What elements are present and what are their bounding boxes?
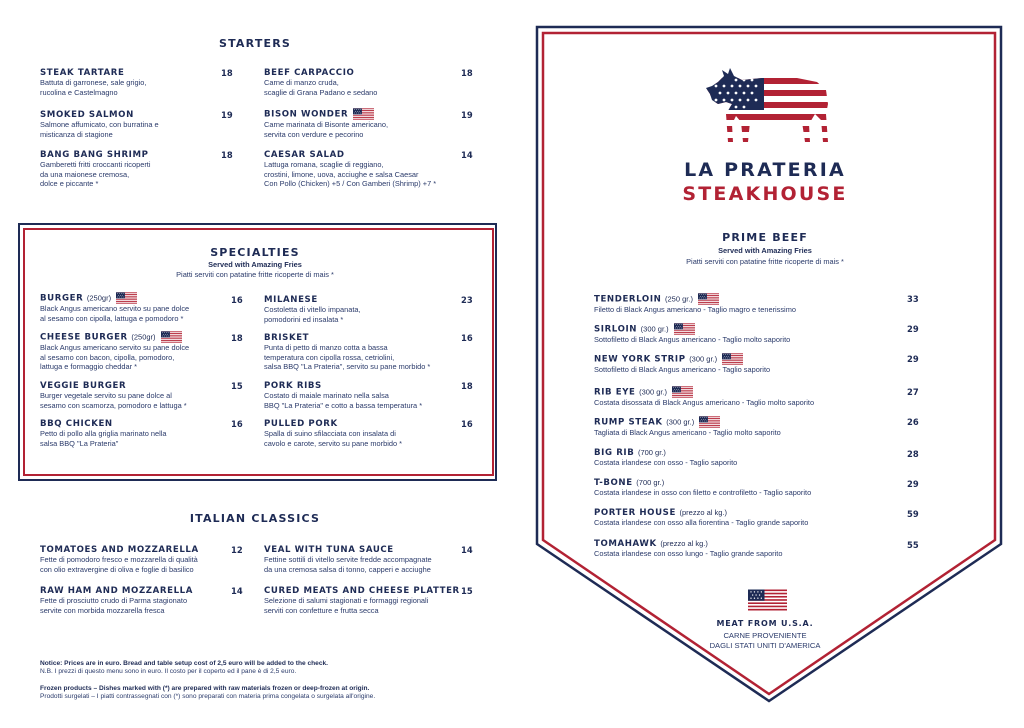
brand-subtitle: STEAKHOUSE — [682, 183, 848, 205]
item-desc: cavolo e carote, servito su pane morbido * — [264, 438, 403, 448]
notice-line: Prodotti surgelati – I piatti contrassegnati con (*) sono preparati con materia prima congelata o surgelata all'origine. — [40, 693, 376, 701]
item-desc: Fettine sottili di vitello servite fredde accompagnate — [264, 555, 432, 564]
frozen-notice — [40, 685, 480, 702]
item-desc: Carne di manzo cruda, — [264, 78, 339, 87]
item-desc: Sottofiletto di Black Angus americano - Taglio saporito — [594, 365, 771, 374]
item-price: 18 — [221, 150, 233, 160]
notice-line: Notice: Prices are in euro. Bread and table setup cost of 2,5 euro will be added to the check. — [40, 660, 329, 667]
item-desc: Burger vegetale servito su pane dolce al — [40, 391, 172, 400]
item-price: 19 — [461, 110, 473, 120]
item-desc: misticanza di stagione — [40, 129, 113, 139]
item-name: STEAK TARTARE — [40, 68, 125, 78]
item-price: 15 — [231, 381, 243, 391]
item-desc: Costata irlandese in osso con filetto e controfiletto - Taglio saporito — [594, 488, 812, 497]
prime-beef-item — [594, 386, 894, 408]
us-flag-icon — [722, 353, 743, 365]
us-flag-icon — [161, 331, 182, 343]
item-name: CURED MEATS AND CHEESE PLATTER — [264, 586, 460, 596]
item-desc: servite con morbida mozzarella fresca — [40, 605, 165, 615]
item-desc: Lattuga romana, scaglie di reggiano, — [264, 160, 384, 169]
specialties-served-it: Piatti serviti con patatine fritte ricoperte di mais * — [176, 270, 334, 279]
item-desc: Con Pollo (Chicken) +5 / Con Gamberi (Shrimp) +7 * — [264, 179, 437, 189]
item-name: BEEF CARPACCIO — [264, 68, 355, 78]
item-desc: temperatura con cipolla rossa, cetriolini, — [264, 352, 395, 362]
item-price: 16 — [461, 333, 473, 343]
item-desc: dolce e piccante * — [40, 179, 99, 189]
item-price: 18 — [231, 333, 243, 343]
item-desc: crostini, limone, uova, acciughe e salsa Caesar — [264, 169, 419, 179]
item-price: 33 — [907, 294, 919, 304]
prime-beef-item — [594, 448, 894, 468]
item-desc: Sottofiletto di Black Angus americano - Taglio molto saporito — [594, 335, 791, 344]
meat-from-line: DAGLI STATI UNITI D'AMERICA — [709, 641, 821, 650]
item-desc: BBQ "La Prateria" e cotto a bassa temperatura * — [264, 400, 423, 410]
brand-name: LA PRATERIA — [684, 159, 846, 181]
notice — [40, 660, 480, 677]
item-name: CAESAR SALAD — [264, 150, 345, 160]
menu-item — [40, 419, 240, 448]
item-name: PORTER HOUSE (prezzo al kg.) — [594, 508, 728, 518]
item-desc: Costata irlandese con osso alla fiorentina - Taglio grande saporito — [594, 518, 809, 527]
item-price: 55 — [907, 540, 919, 550]
menu-item — [40, 381, 240, 410]
item-desc: Costata irlandese con osso - Taglio saporito — [594, 458, 738, 467]
item-desc: Costata disossata di Black Angus americano - Taglio molto saporito — [594, 398, 815, 407]
starters-title: STARTERS — [218, 37, 292, 50]
item-desc: al sesamo con bacon, cipolla, pomodoro, — [40, 352, 175, 362]
menu-item — [264, 333, 469, 372]
meat-from-line: CARNE PROVENIENTE — [723, 631, 807, 640]
menu-item — [264, 419, 469, 448]
item-price: 16 — [461, 419, 473, 429]
menu-item — [264, 68, 474, 97]
menu-item — [40, 68, 240, 97]
item-price: 29 — [907, 479, 919, 489]
item-name: MILANESE — [264, 295, 318, 305]
item-desc: Costato di maiale marinato nella salsa — [264, 391, 389, 400]
menu-item — [264, 381, 469, 410]
meat-from-title: MEAT FROM U.S.A. — [716, 619, 814, 628]
item-name: PULLED PORK — [264, 419, 338, 429]
item-desc: Fette di prosciutto crudo di Parma stagionato — [40, 596, 188, 605]
item-desc: da una cremosa salsa di tonno, capperi e acciughe — [264, 564, 431, 574]
prime-beef-item — [594, 539, 894, 559]
specialties-served: Served with Amazing Fries — [208, 260, 302, 269]
item-name: RIB EYE (300 gr.) — [594, 386, 894, 398]
item-desc: scaglie di Grana Padano e sedano — [264, 87, 378, 97]
item-name: T-BONE (700 gr.) — [594, 478, 665, 488]
us-flag-icon — [698, 293, 719, 305]
notice-line: N.B. I prezzi di questo menu sono in euro. Il costo per il coperto ed il pane è di 2,5 euro. — [40, 668, 297, 676]
prime-beef-item — [594, 293, 894, 315]
item-desc: Gamberetti fritti croccanti ricoperti — [40, 160, 151, 169]
item-desc: da una maionese cremosa, — [40, 169, 130, 179]
menu-item — [40, 545, 240, 574]
prime-beef-served-it: Piatti serviti con patatine fritte ricoperte di mais * — [686, 257, 844, 266]
item-desc: Carne marinata di Bisonte americano, — [264, 120, 389, 129]
us-flag-icon — [699, 416, 720, 428]
prime-beef-title: PRIME BEEF — [722, 231, 808, 244]
item-price: 18 — [221, 68, 233, 78]
item-desc: sesamo con scamorza, pomodoro e lattuga * — [40, 400, 187, 410]
item-name — [264, 108, 474, 120]
item-name: RUMP STEAK (300 gr.) — [594, 416, 894, 428]
us-flag-icon — [674, 323, 695, 335]
menu-item — [264, 150, 484, 189]
menu-item — [40, 331, 240, 372]
item-name: VEAL WITH TUNA SAUCE — [264, 545, 394, 555]
prime-beef-served: Served with Amazing Fries — [718, 246, 812, 255]
item-name: BURGER (250gr) — [40, 292, 240, 304]
item-price: 14 — [461, 150, 473, 160]
item-desc: Selezione di salumi stagionati e formaggi regionali — [264, 596, 429, 605]
menu-item — [40, 586, 240, 615]
item-name: VEGGIE BURGER — [40, 381, 127, 391]
menu-item — [264, 586, 464, 615]
menu-item — [264, 108, 474, 139]
item-price: 18 — [461, 381, 473, 391]
item-name: SIRLOIN (300 gr.) — [594, 323, 894, 335]
item-desc: pomodorini ed insalata * — [264, 314, 344, 324]
item-price: 16 — [231, 295, 243, 305]
item-price: 14 — [461, 545, 473, 555]
item-name: BANG BANG SHRIMP — [40, 150, 149, 160]
us-flag-icon — [672, 386, 693, 398]
item-name: TENDERLOIN (250 gr.) — [594, 293, 894, 305]
item-desc: Spalla di suino sfilacciata con insalata di — [264, 429, 396, 438]
italian-classics-title: ITALIAN CLASSICS — [189, 512, 321, 525]
item-name: BBQ CHICKEN — [40, 419, 113, 429]
item-price: 29 — [907, 354, 919, 364]
item-price: 16 — [231, 419, 243, 429]
prime-beef-item — [594, 353, 894, 375]
item-name: CHEESE BURGER (250gr) — [40, 331, 240, 343]
item-desc: lattuga e formaggio cheddar * — [40, 362, 137, 372]
item-desc: Tagliata di Black Angus americano - Taglio molto saporito — [594, 428, 781, 437]
item-price: 27 — [907, 387, 919, 397]
item-price: 28 — [907, 449, 919, 459]
item-price: 26 — [907, 417, 919, 427]
item-desc: servita con verdure e pecorino — [264, 129, 364, 139]
item-desc: Costoletta di vitello impanata, — [264, 305, 361, 314]
item-desc: Fette di pomodoro fresco e mozzarella di qualità — [40, 555, 198, 564]
item-desc: Black Angus americano servito su pane dolce — [40, 304, 190, 313]
item-name: BRISKET — [264, 333, 310, 343]
item-price: 59 — [907, 509, 919, 519]
bull-logo-icon — [702, 60, 832, 150]
item-desc: rucolina e Castelmagno — [40, 87, 118, 97]
item-price: 12 — [231, 545, 243, 555]
prime-beef-item — [594, 478, 894, 498]
menu-item — [264, 295, 464, 324]
menu-item — [40, 150, 240, 189]
item-price: 19 — [221, 110, 233, 120]
prime-beef-item — [594, 508, 894, 528]
menu-item — [40, 110, 240, 139]
notice-line: Frozen products – Dishes marked with (*) are prepared with raw materials frozen or deep-frozen at origin. — [40, 685, 370, 692]
item-price: 14 — [231, 586, 243, 596]
item-price: 23 — [461, 295, 473, 305]
item-name: NEW YORK STRIP (300 gr.) — [594, 353, 894, 365]
item-price: 29 — [907, 324, 919, 334]
item-price: 18 — [461, 68, 473, 78]
menu-item — [40, 292, 240, 323]
item-desc: salsa BBQ "La Prateria", servito su pane morbido * — [264, 362, 431, 372]
item-desc: con olio extravergine di oliva e foglie di basilico — [40, 564, 194, 574]
item-name-text: BISON WONDER — [264, 109, 349, 120]
item-desc: Punta di petto di manzo cotta a bassa — [264, 343, 388, 352]
item-desc: Salmone affumicato, con burratina e — [40, 120, 159, 129]
item-name: PORK RIBS — [264, 381, 322, 391]
item-desc: Black Angus americano servito su pane dolce — [40, 343, 190, 352]
item-name: RAW HAM AND MOZZARELLA — [40, 586, 193, 596]
specialties-title: SPECIALTIES — [210, 246, 300, 259]
item-desc: Battuta di garronese, sale grigio, — [40, 78, 147, 87]
item-name: SMOKED SALMON — [40, 110, 134, 120]
item-desc: Petto di pollo alla griglia marinato nella — [40, 429, 167, 438]
item-desc: serviti con confetture e frutta secca — [264, 605, 379, 615]
item-name: BIG RIB (700 gr.) — [594, 448, 666, 458]
item-desc: al sesamo con cipolla, lattuga e pomodoro * — [40, 313, 184, 323]
us-flag-icon — [353, 108, 374, 120]
prime-beef-item — [594, 416, 894, 438]
us-flag-icon — [116, 292, 137, 304]
item-desc: Costata irlandese con osso lungo - Taglio grande saporito — [594, 549, 783, 558]
item-desc: salsa BBQ "La Prateria" — [40, 438, 119, 448]
us-flag-icon — [748, 589, 787, 611]
item-desc: Filetto di Black Angus americano - Taglio magro e tenerissimo — [594, 305, 796, 314]
item-name: TOMAHAWK (prezzo al kg.) — [594, 539, 708, 549]
item-name: TOMATOES AND MOZZARELLA — [40, 545, 199, 555]
item-price: 15 — [461, 586, 473, 596]
prime-beef-item — [594, 323, 894, 345]
menu-item — [264, 545, 464, 574]
